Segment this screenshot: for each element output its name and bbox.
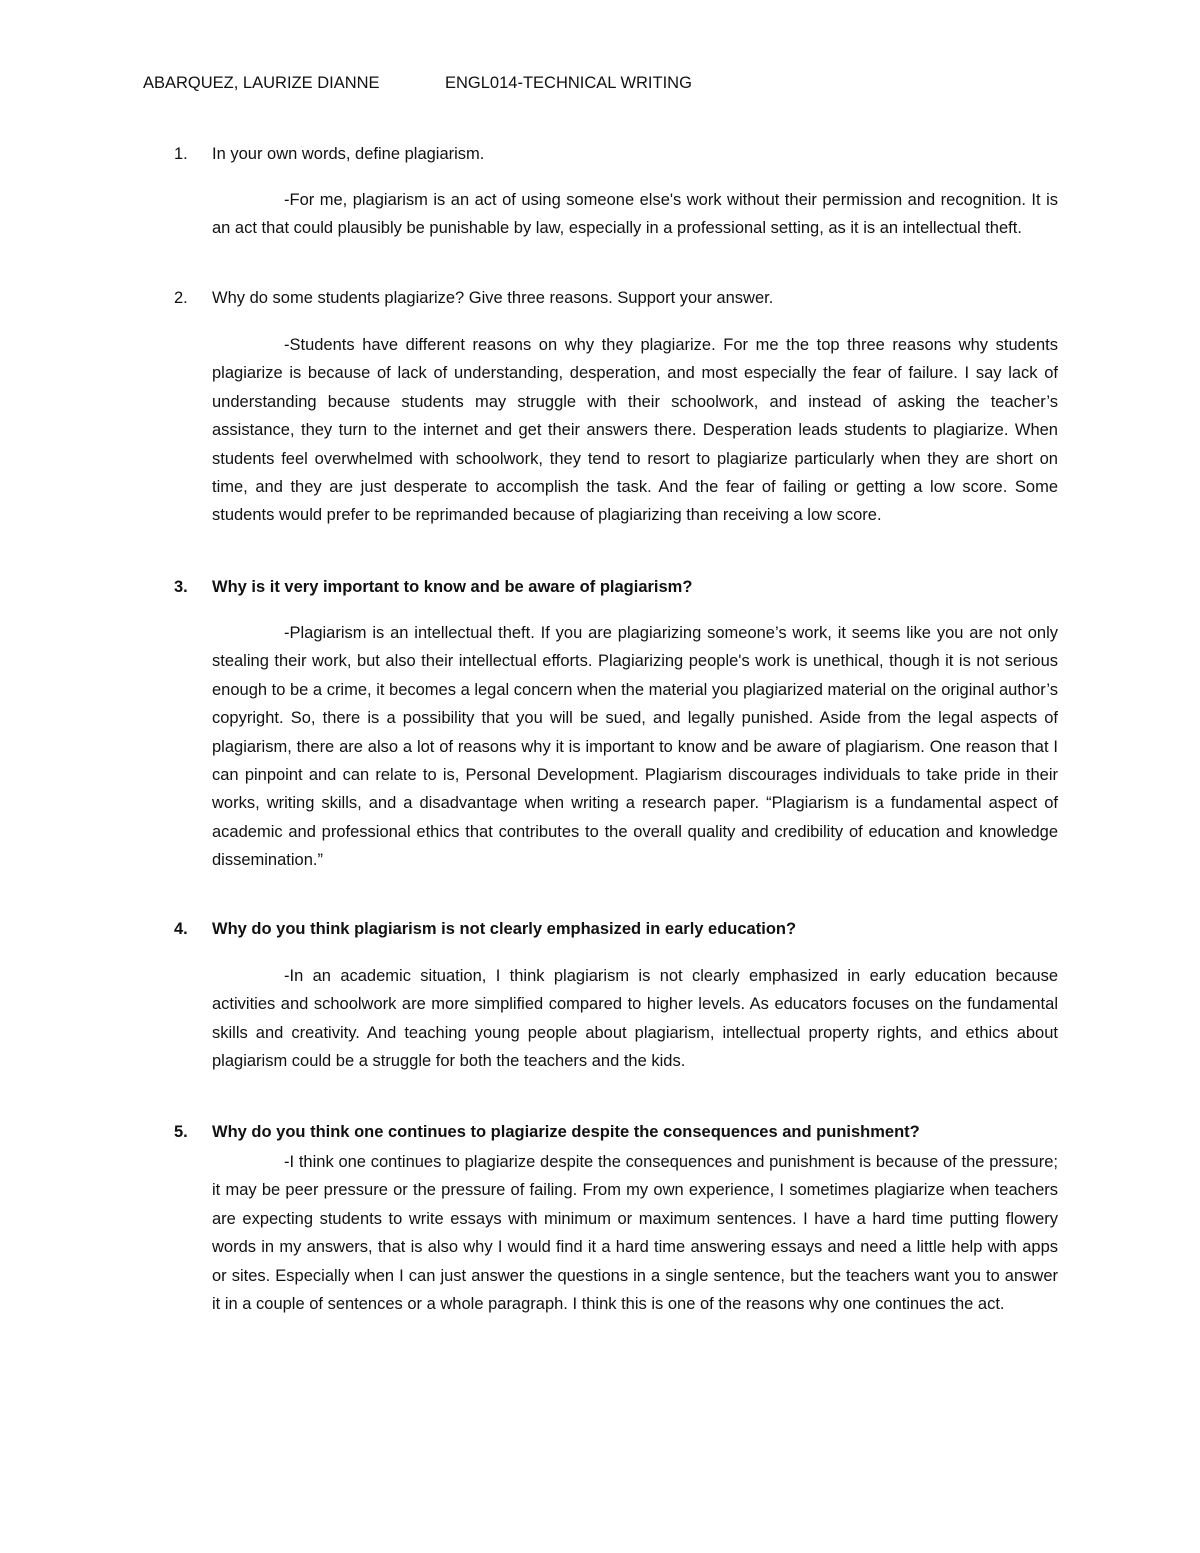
question-number: 1. (174, 145, 188, 163)
question-number: 2. (174, 289, 188, 307)
question-text: Why do you think plagiarism is not clearly emphasized in early education? (212, 920, 797, 938)
question-2 (174, 289, 773, 308)
answer-4: -In an academic situation, I think plagiarism is not clearly emphasized in early education because activities and schoolwork are more simplified compared to higher levels. As educators focuses on the fundamental skills and creativity. And teaching young people about plagiarism, intellectual property rights, and ethics about plagiarism could be a struggle for both the teachers and the kids. (212, 967, 1058, 1071)
answer-2: -Students have different reasons on why they plagiarize. For me the top three reasons why students plagiarize is because of lack of understanding, desperation, and most especially the fear of failure. I say lack of understanding because students may struggle with their schoolwork, and instead of asking the teacher’s assistance, they turn to the internet and get their answers there. Desperation leads students to plagiarize. When students feel overwhelmed with schoolwork, they tend to resort to plagiarize particularly when they are short on time, and they are just desperate to accomplish the task. And the fear of failing or getting a low score. Some students would prefer to be reprimanded because of plagiarizing than receiving a low score. (212, 336, 1058, 525)
question-4 (174, 920, 796, 939)
document-header (143, 74, 692, 93)
question-text: In your own words, define plagiarism. (212, 145, 485, 163)
answer-5: -I think one continues to plagiarize despite the consequences and punishment is because of the pressure; it may be peer pressure or the pressure of failing. From my own experience, I sometimes plagiarize when teachers are expecting students to write essays with minimum or maximum sentences. I have a hard time putting flowery words in my answers, that is also why I would find it a hard time answering essays and need a little help with apps or sites. Especially when I can just answer the questions in a single sentence, but the teachers want you to answer it in a couple of sentences or a whole paragraph. I think this is one of the reasons why one continues the act. (212, 1153, 1058, 1314)
answer-1: -For me, plagiarism is an act of using someone else's work without their permission and recognition. It is an act that could plausibly be punishable by law, especially in a professional setting, as it is an intellectual theft. (212, 191, 1058, 238)
student-name: ABARQUEZ, LAURIZE DIANNE (143, 74, 380, 92)
question-1 (174, 145, 484, 164)
question-number: 3. (174, 578, 188, 596)
course-title: ENGL014-TECHNICAL WRITING (445, 74, 692, 92)
question-5 (174, 1123, 920, 1142)
question-3 (174, 578, 692, 597)
answer-3: -Plagiarism is an intellectual theft. If you are plagiarizing someone’s work, it seems like you are not only stealing their work, but also their intellectual efforts. Plagiarizing people's work is unethical, though it is not serious enough to be a crime, it becomes a legal concern when the material you plagiarized material on the original author’s copyright. So, there is a possibility that you will be sued, and legally punished. Aside from the legal aspects of plagiarism, there are also a lot of reasons why it is important to know and be aware of plagiarism. One reason that I can pinpoint and can relate to is, Personal Development. Plagiarism discourages individuals to take pride in their works, writing skills, and a disadvantage when writing a research paper. “Plagiarism is a fundamental aspect of academic and professional ethics that contributes to the overall quality and credibility of education and knowledge dissemination.” (212, 624, 1058, 870)
question-text: Why do some students plagiarize? Give three reasons. Support your answer. (212, 289, 774, 307)
question-number: 4. (174, 920, 188, 938)
question-text: Why do you think one continues to plagiarize despite the consequences and punishment? (212, 1123, 920, 1141)
question-text: Why is it very important to know and be aware of plagiarism? (212, 578, 693, 596)
question-number: 5. (174, 1123, 188, 1141)
